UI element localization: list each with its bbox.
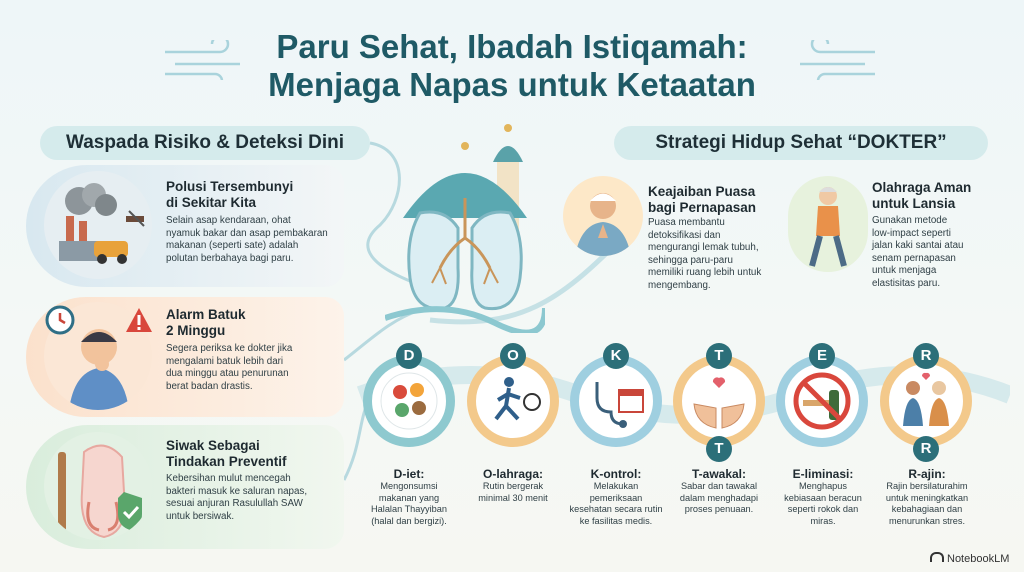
dokter-letter-o: O xyxy=(500,343,526,369)
pollution-illustration xyxy=(44,171,152,279)
title-line-1: Paru Sehat, Ibadah Istiqamah: xyxy=(276,28,748,65)
siwak-illustration xyxy=(44,432,152,540)
fasting-person-illustration xyxy=(563,176,643,256)
dokter-body-silaturahim: Rajin bersilaturahim untuk meningkatkan kebahagiaan dan menurunkan stres. xyxy=(885,481,969,526)
dokter-body-tawakal: Sabar dan tawakal dalam menghadapi proses penuaan. xyxy=(679,481,759,514)
dokter-title-diet: D-iet: xyxy=(393,467,425,481)
risk-body-pollution: Selain asap kendaraan, ohat nyamuk bakar dan asap pembakaran makanan (seperti sate) adalah polutan berbahaya bagi paru. xyxy=(166,215,328,264)
warning-icon xyxy=(124,306,154,334)
tip-title-elderly: Olahraga Aman untuk Lansia xyxy=(872,180,972,211)
dokter-body-elimination: Menghapus kebiasaan beracun seperti rokok dan miras. xyxy=(784,481,862,526)
risk-title-cough: Alarm Batuk 2 Minggu xyxy=(166,307,246,338)
dokter-body-exercise: Rutin bergerak minimal 30 menit xyxy=(478,481,548,503)
dokter-title-silaturahim: R-ajin: xyxy=(908,467,946,481)
dokter-body-diet: Mengonsumsi makanan yang Halalan Thayyiban (halal dan bergizi). xyxy=(371,481,447,526)
dokter-letter-d: D xyxy=(396,343,422,369)
risk-body-siwak: Kebersihan mulut mencegah bakteri masuk ke saluran napas, sesuai anjuran Rasulullah SAW untuk bersiwak. xyxy=(166,473,308,522)
tip-body-elderly: Gunakan metode low-impact seperti jalan kaki santai atau senam pernapasan untuk menjaga elastisitas paru. xyxy=(872,215,964,289)
dokter-body-control: Melakukan pemeriksaan kesehatan secara rutin ke fasilitas medis. xyxy=(569,481,663,526)
tip-title-fasting: Keajaiban Puasa bagi Pernapasan xyxy=(648,184,757,215)
dokter-letter-e: E xyxy=(809,343,835,369)
brand-watermark xyxy=(930,552,1009,566)
dokter-title-tawakal: T-awakal: xyxy=(691,467,747,481)
left-section-header: Waspada Risiko & Deteksi Dini xyxy=(40,126,370,160)
clock-icon xyxy=(44,304,76,336)
dokter-letter-r-bottom: R xyxy=(913,436,939,462)
dokter-letter-t-bottom: T xyxy=(706,436,732,462)
dokter-title-exercise: O-lahraga: xyxy=(482,467,543,481)
brand-label: NotebookLM xyxy=(947,553,1010,565)
risk-title-pollution: Polusi Tersembunyi di Sekitar Kita xyxy=(166,179,294,210)
risk-body-cough: Segera periksa ke dokter jika mengalami batuk lebih dari dua minggu atau penurunan berat badan drastis. xyxy=(166,343,293,392)
notebooklm-logo-icon xyxy=(930,552,944,562)
elderly-walking-illustration xyxy=(788,176,868,272)
dokter-title-control: K-ontrol: xyxy=(590,467,642,481)
mosque-lungs-illustration xyxy=(385,118,545,333)
risk-title-siwak: Siwak Sebagai Tindakan Preventif xyxy=(166,438,287,469)
tip-body-fasting: Puasa membantu detoksifikasi dan mengurangi lemak tubuh, sehingga paru-paru memiliki ruang lebih untuk mengembang. xyxy=(648,217,762,291)
right-section-header: Strategi Hidup Sehat “DOKTER” xyxy=(614,126,988,160)
title-line-2: Menjaga Napas untuk Ketaatan xyxy=(268,66,756,103)
dokter-letter-r-top: R xyxy=(913,343,939,369)
dokter-letter-k: K xyxy=(603,343,629,369)
dokter-title-elimination: E-liminasi: xyxy=(792,467,854,481)
dokter-letter-t-top: T xyxy=(706,343,732,369)
